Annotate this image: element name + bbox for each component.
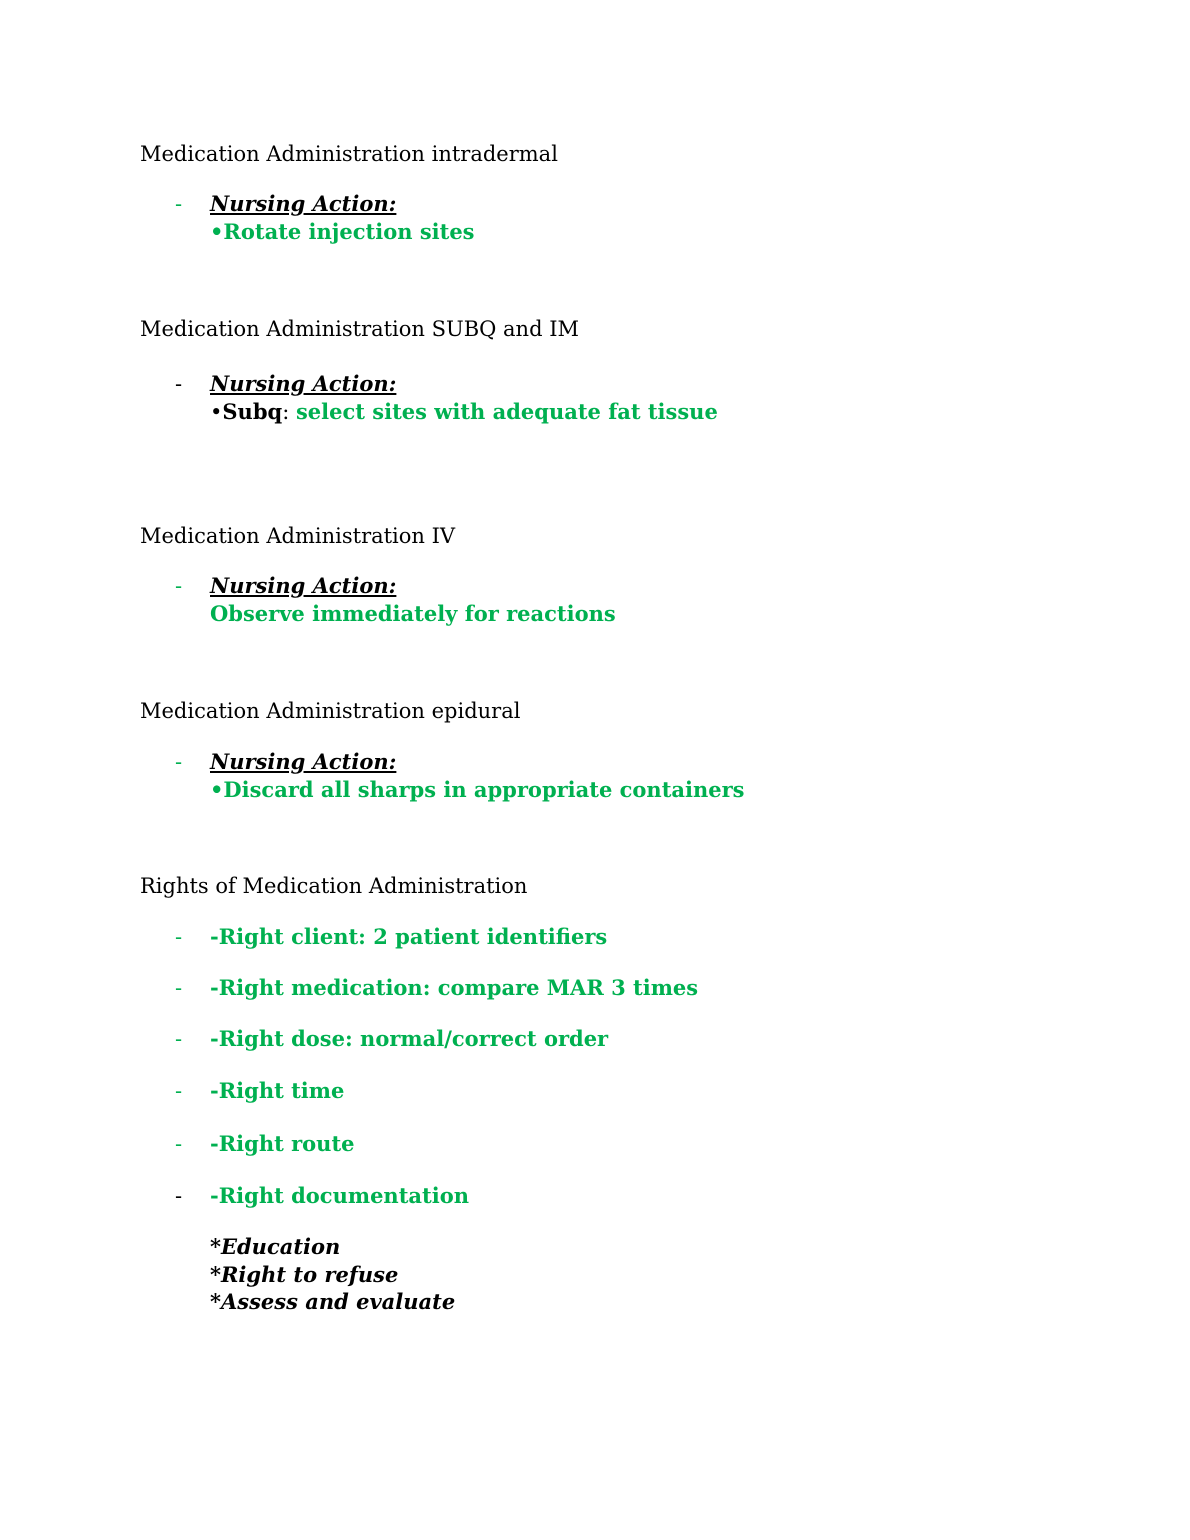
nursing-action-content <box>210 370 718 426</box>
nursing-action-text <box>210 398 718 427</box>
list-dash: - <box>175 574 183 598</box>
separator: : <box>282 399 296 424</box>
list-dash: - <box>175 372 183 396</box>
route-term: Subq <box>222 398 283 424</box>
nursing-action-label: Nursing Action: <box>210 573 397 598</box>
nursing-action-content <box>210 190 475 245</box>
list-dash: - <box>175 750 183 774</box>
list-dash: - <box>175 925 183 949</box>
list-dash: - <box>175 1079 183 1103</box>
nursing-action-label: Nursing Action: <box>210 371 397 396</box>
right-text: -Right documentation <box>210 1183 469 1208</box>
list-dash: - <box>175 1184 183 1208</box>
right-text: -Right route <box>210 1131 355 1156</box>
right-text: -Right client: 2 patient identifiers <box>210 924 608 949</box>
section-heading-epidural: Medication Administration epidural <box>140 699 521 723</box>
nursing-action-text: •Rotate injection sites <box>210 218 475 244</box>
route-instruction: select sites with adequate fat tissue <box>295 398 718 424</box>
list-dash: - <box>175 192 183 216</box>
section-heading-rights: Rights of Medication Administration <box>140 874 528 898</box>
nursing-action-content <box>210 572 616 627</box>
note-right-to-refuse: *Right to refuse <box>210 1261 399 1287</box>
nursing-action-text: •Discard all sharps in appropriate containers <box>210 776 745 802</box>
note-education: *Education <box>210 1234 341 1259</box>
list-dash: - <box>175 1027 183 1051</box>
section-heading-iv: Medication Administration IV <box>140 524 456 548</box>
list-dash: - <box>175 1132 183 1156</box>
right-text: -Right medication: compare MAR 3 times <box>210 975 699 1000</box>
right-text: -Right dose: normal/correct order <box>210 1026 609 1051</box>
note-assess-evaluate: *Assess and evaluate <box>210 1289 456 1314</box>
bullet: • <box>210 399 223 424</box>
list-dash: - <box>175 976 183 1000</box>
notes-block <box>210 1233 455 1316</box>
right-text: -Right time <box>210 1078 345 1103</box>
section-heading-intradermal: Medication Administration intradermal <box>140 142 558 166</box>
nursing-action-content <box>210 748 745 803</box>
nursing-action-label: Nursing Action: <box>210 749 397 774</box>
nursing-action-text: Observe immediately for reactions <box>210 600 616 626</box>
nursing-action-label: Nursing Action: <box>210 191 397 216</box>
section-heading-subq-im: Medication Administration SUBQ and IM <box>140 317 579 341</box>
